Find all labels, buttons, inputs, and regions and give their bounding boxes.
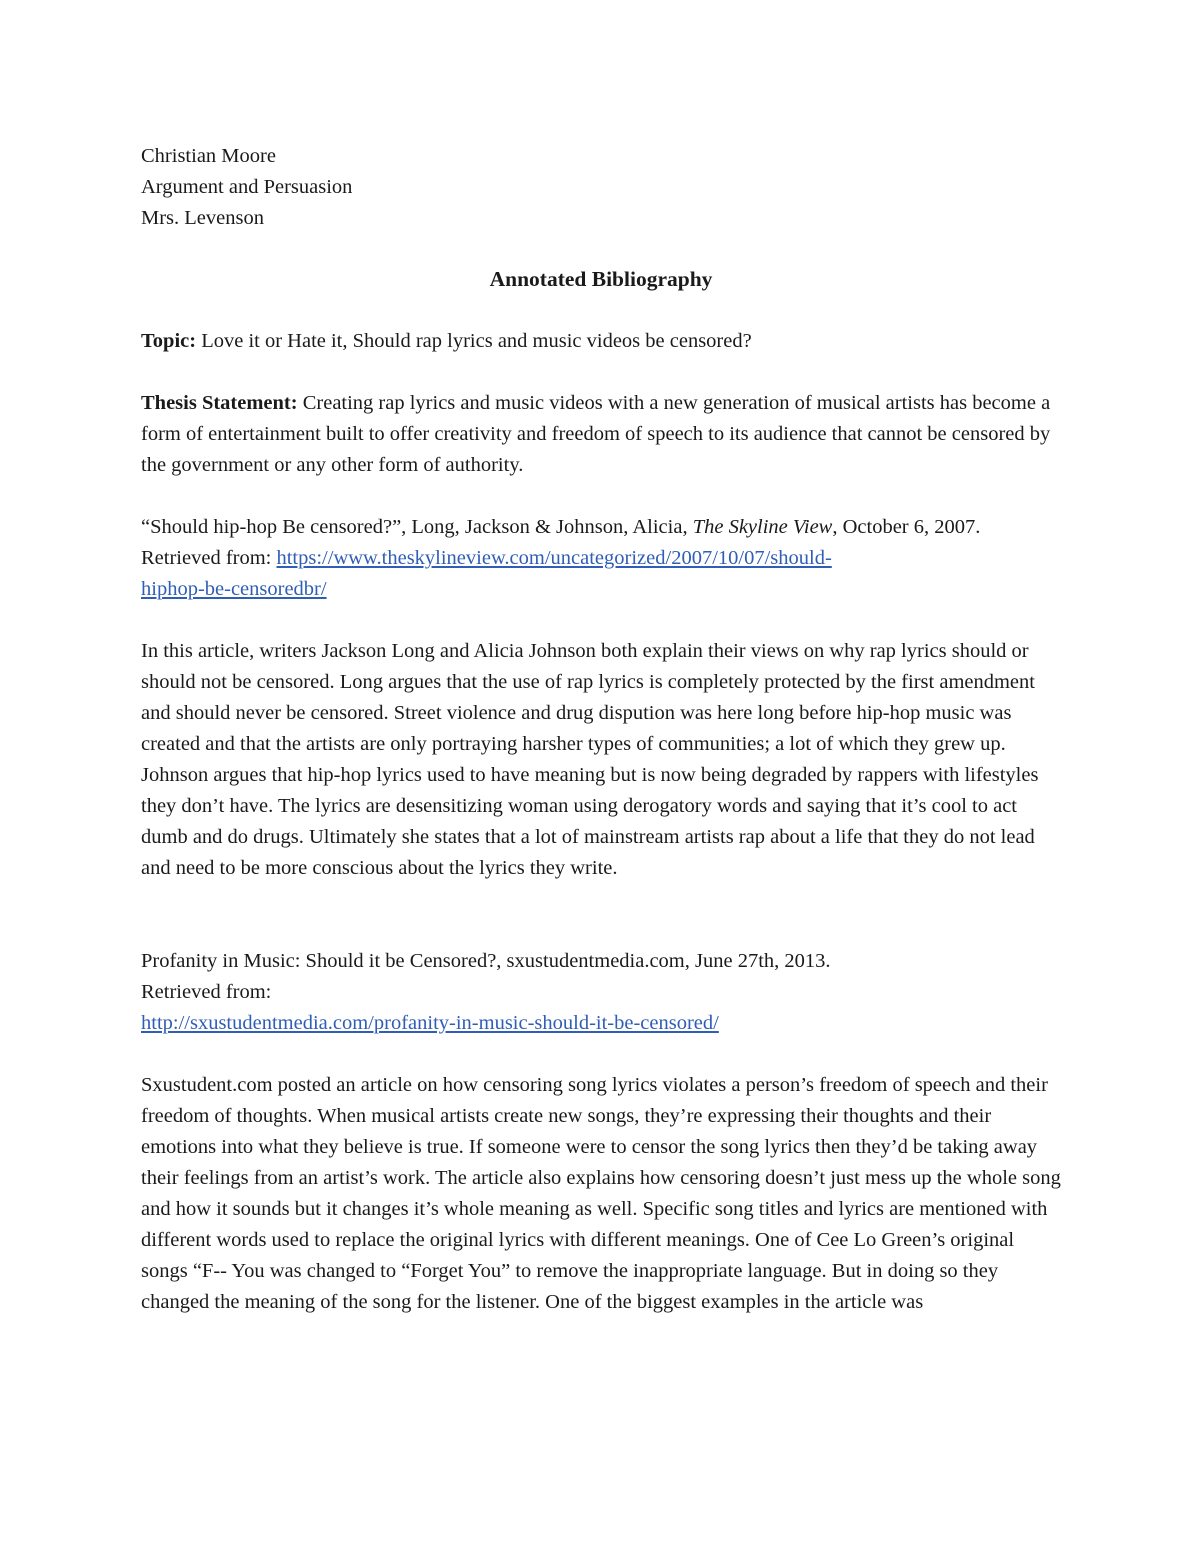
source-2-citation [141, 946, 1061, 1039]
section-spacer-2 [141, 1039, 1061, 1070]
document-body [141, 141, 1061, 1349]
section-spacer [141, 915, 1061, 946]
topic-paragraph [141, 326, 1061, 357]
student-name: Christian Moore [141, 145, 276, 167]
thesis-text: Creating rap lyrics and music videos with a new generation of musical artists has become a form of entertainment built to offer creativity and freedom of speech to its audience that cannot be censored by the government or any other form of authority. [141, 392, 1051, 476]
header-block [141, 141, 1061, 234]
source-1-url-link-continued[interactable]: hiphop-be-censoredbr/ [141, 578, 327, 600]
topic-text: Love it or Hate it, Should rap lyrics and music videos be censored? [196, 330, 752, 352]
source-1-citation-pre: “Should hip-hop Be censored?”, Long, Jackson & Johnson, Alicia, [141, 516, 693, 538]
source-1-citation [141, 512, 1061, 605]
course-name: Argument and Persuasion [141, 176, 353, 198]
source-1-url-link[interactable]: https://www.theskylineview.com/uncategorized/2007/10/07/should- [276, 547, 832, 569]
source-1-citation-post: , October 6, 2007. Retrieved from: [141, 516, 981, 569]
source-2-url-link[interactable]: http://sxustudentmedia.com/profanity-in-music-should-it-be-censored/ [141, 1012, 719, 1034]
source-2-citation-text: Profanity in Music: Should it be Censored?, sxustudentmedia.com, June 27th, 2013. [141, 950, 831, 972]
source-1-publication: The Skyline View [692, 516, 833, 538]
source-2-annotation: Sxustudent.com posted an article on how censoring song lyrics violates a person’s freedom of speech and their freedom of thoughts. When musical artists create new songs, they’re expressing their thoughts and their emotions into what they believe is true. If someone were to censor the song lyrics then they’d be taking away their feelings from an artist’s work. The article also explains how censoring doesn’t just mess up the whole song and how it sounds but it changes it’s whole meaning as well. Specific song titles and lyrics are mentioned with different words used to replace the original lyrics with different meanings. One of Cee Lo Green’s original songs “F-- You was changed to “Forget You” to remove the inappropriate language. But in doing so they changed the meaning of the song for the listener. One of the biggest examples in the article was [141, 1074, 1061, 1313]
source-2-retrieved-label: Retrieved from: [141, 981, 272, 1003]
page-title: Annotated Bibliography [489, 267, 713, 291]
thesis-paragraph [141, 388, 1061, 481]
thesis-label: Thesis Statement: [141, 392, 298, 414]
topic-label: Topic: [141, 330, 197, 352]
instructor-name: Mrs. Levenson [141, 207, 264, 229]
source-1-annotation: In this article, writers Jackson Long and Alicia Johnson both explain their views on why rap lyrics should or should not be censored. Long argues that the use of rap lyrics is completely protected by the first amendment and should never be censored. Street violence and drug dispution was here long before hip-hop music was created and that the artists are only portraying harsher types of communities; a lot of which they grew up. Johnson argues that hip-hop lyrics used to have meaning but is now being degraded by rappers with lifestyles they don’t have. The lyrics are desensitizing woman using derogatory words and saying that it’s cool to act dumb and do drugs. Ultimately she states that a lot of mainstream artists rap about a life that they do not lead and need to be more conscious about the lyrics they write. [141, 640, 1039, 879]
